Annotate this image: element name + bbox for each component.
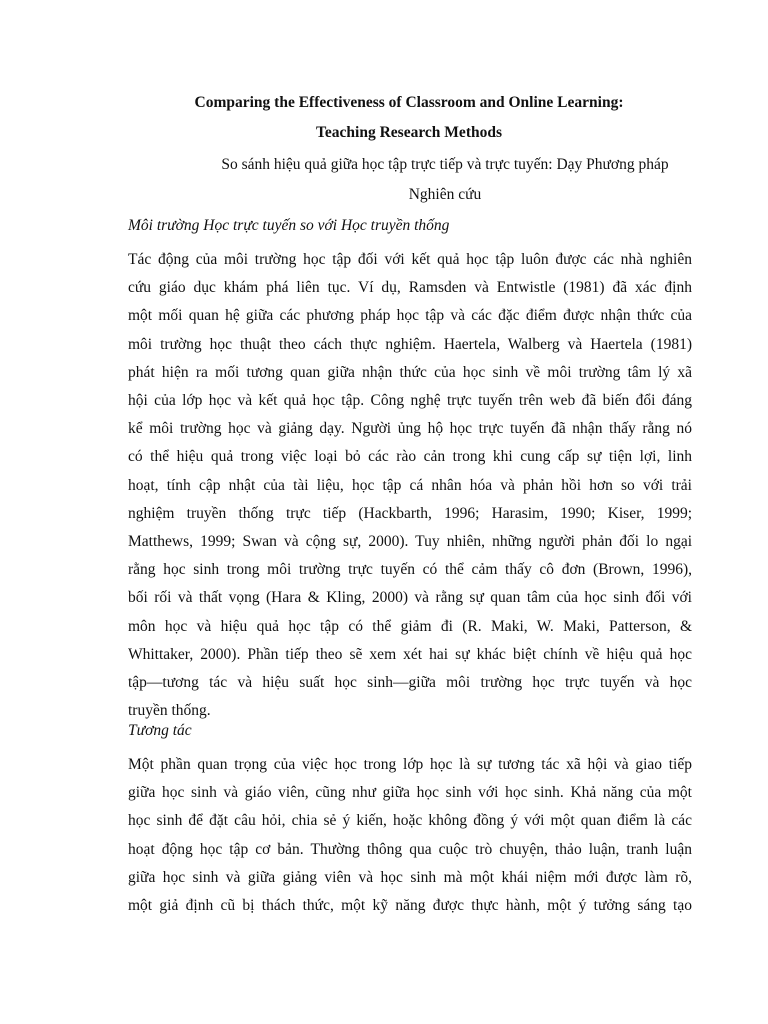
text-line: hoạt động học tập cơ bản. Thường thông qua cuộc trò chuyện, thảo luận, tranh luận [128,840,692,858]
title-line-2: Teaching Research Methods [316,124,502,141]
title-line-1: Comparing the Effectiveness of Classroom and Online Learning: [194,94,624,111]
text-line: một giả định cũ bị thách thức, một kỹ năng được thực hành, một ý tưởng sáng tạo [128,897,692,915]
text-line: bối rối và thất vọng (Hara & Kling, 2000) và rằng sự quan tâm của học sinh đối với [128,589,692,607]
document-subtitle [175,150,715,210]
text-line: môn học và hiệu quả học tập có thể giảm đi (R. Maki, W. Maki, Patterson, & [128,617,692,635]
text-line: học sinh để đặt câu hỏi, chia sẻ ý kiến, hoặc không đồng ý với một quan điểm là các [128,812,692,830]
text-line: môi trường học thuật theo cách thực nghiệm. Haertela, Walberg và Haertela (1981) [128,335,692,353]
text-line: rằng học sinh trong môi trường trực tuyến có thể cảm thấy cô đơn (Brown, 1996), [128,561,692,579]
document-title [128,88,690,148]
text-line: hội của lớp học và kết quả học tập. Công nghệ trực tuyến trên web đã biến đổi đáng [128,392,692,410]
text-line: phát hiện ra mối tương quan giữa nhận thức của học sinh về môi trường tâm lý xã [128,363,692,381]
text-line: cứu giáo dục khám phá liên tục. Ví dụ, Ramsden và Entwistle (1981) đã xác định [128,279,692,297]
text-line: một mối quan hệ giữa các phương pháp học tập và các đặc điểm được nhận thức của [128,307,692,325]
text-line: truyền thống. [128,702,211,720]
subtitle-line-2: Nghiên cứu [408,186,482,203]
text-line: giữa học sinh và giữa giảng viên và học sinh mà một khái niệm mới được làm rõ, [128,868,692,886]
text-line: Matthews, 1999; Swan và cộng sự, 2000). Tuy nhiên, những người phản đối lo ngại [128,533,692,551]
paragraph-learning-environment [128,246,692,725]
paragraph-interaction [128,751,692,920]
section-heading-interaction: Tương tác [128,722,192,739]
text-line: nghiệm truyền thống trực tiếp (Hackbarth, 1996; Harasim, 1990; Kiser, 1999; [128,504,692,522]
text-line: kể môi trường học và giảng dạy. Người ủng hộ học trực tuyến đã nhận thấy rằng nó [128,420,692,438]
text-line: hoạt, tính cập nhật của tài liệu, học tập cá nhân hóa và phản hồi hơn so với trải [128,476,692,494]
text-line: tập—tương tác và hiệu suất học sinh—giữa môi trường học trực tuyến và học [128,674,692,692]
text-line: Whittaker, 2000). Phần tiếp theo sẽ xem xét hai sự khác biệt chính về hiệu quả học [128,645,692,663]
text-line: Một phần quan trọng của việc học trong lớp học là sự tương tác xã hội và giao tiếp [128,756,692,773]
subtitle-line-1: So sánh hiệu quả giữa học tập trực tiếp và trực tuyến: Dạy Phương pháp [221,156,669,173]
section-heading-online-vs-traditional: Môi trường Học trực tuyến so với Học truyền thống [128,217,450,234]
text-line: giữa học sinh và giáo viên, cũng như giữa học sinh với học sinh. Khả năng của một [128,784,692,802]
text-line: có thể hiệu quả trong việc loại bỏ các rào cản trong khi cung cấp sự tiện lợi, linh [128,448,692,466]
text-line: Tác động của môi trường học tập đối với kết quả học tập luôn được các nhà nghiên [128,251,692,268]
